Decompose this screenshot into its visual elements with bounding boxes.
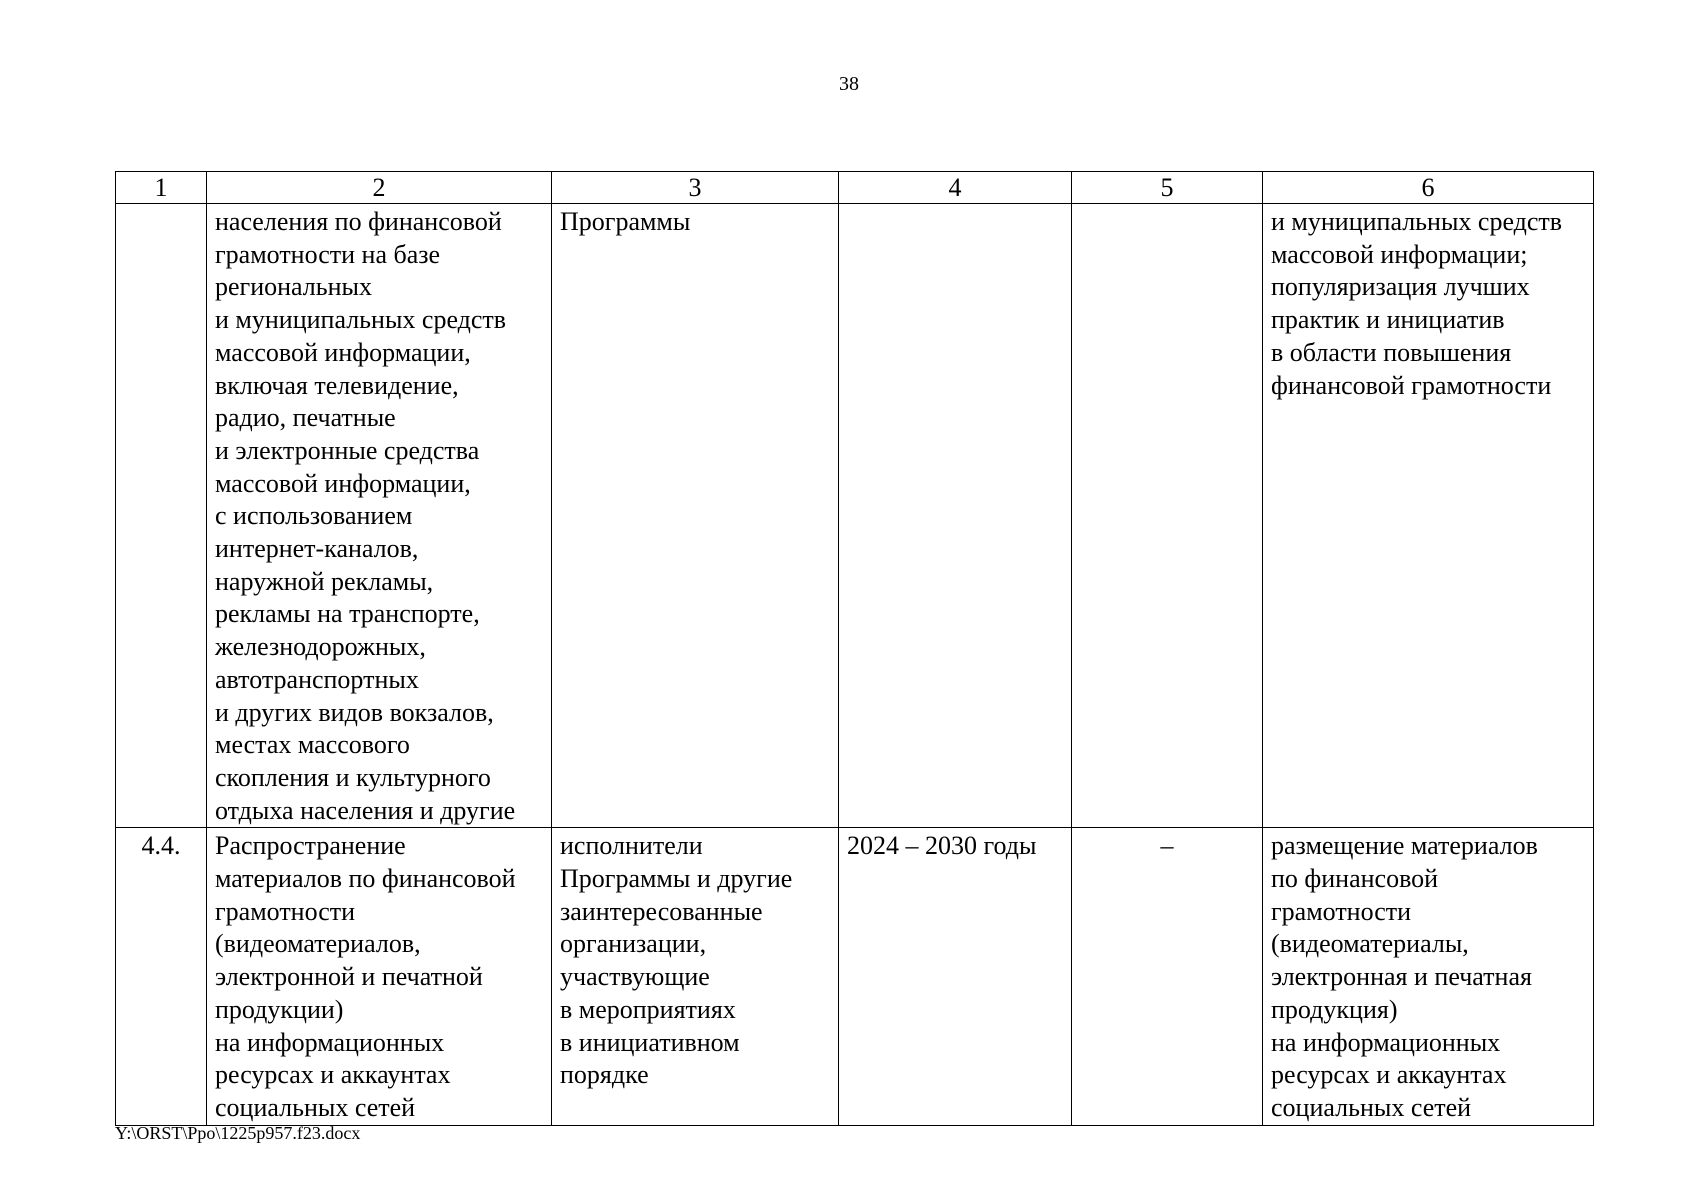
period-cell [839,828,1072,1125]
row-number-cell [116,828,207,1125]
result-cell [1263,204,1594,828]
funding-cell [1072,828,1263,1125]
row-number: 4.4. [141,831,181,861]
column-header-1: 1 [116,172,207,204]
funding-cell [1072,204,1263,828]
result-cell [1263,828,1594,1125]
result-text: размещение материалов по финансовой грамотности (видеоматериалы, электронная и печатная продукция) на информационных ресурсах и аккаунтах социальных сетей [1271,831,1538,1122]
page-number: 38 [839,73,859,95]
column-header-2: 2 [207,172,552,204]
result-text: и муниципальных средств массовой информации; популяризация лучших практик и инициатив в области повышения финансовой грамотности [1271,207,1563,400]
column-header-6: 6 [1263,172,1594,204]
action-text: Распространение материалов по финансовой грамотности (видеоматериалов, электронной и печатной продукции) на информационных ресурсах и аккаунтах социальных сетей [215,831,516,1122]
action-text: населения по финансовой грамотности на базе региональных и муниципальных средств массовой информации, включая телевидение, радио, печатные и электронные средства массовой информации, с использованием интернет-каналов, наружной рекламы, рекламы на транспорте, железнодорожных, автотранспортных и других видов вокзалов, местах массового скопления и культурного отдыха населения и другие [215,207,516,825]
action-cell [207,204,552,828]
period-text: 2024 – 2030 годы [847,831,1037,861]
column-header-5: 5 [1072,172,1263,204]
row-number-cell [116,204,207,828]
measures-table [115,171,1594,1126]
action-cell [207,828,552,1125]
funding-text: – [1160,831,1174,861]
column-header-3: 3 [552,172,839,204]
table-row [116,828,1594,1125]
file-path-footer: Y:\ORST\Ppo\1225p957.f23.docx [115,1123,361,1143]
period-text [839,204,1071,206]
executors-cell [552,828,839,1125]
table-header-row [116,172,1594,204]
column-header-4: 4 [839,172,1072,204]
table-row [116,204,1594,828]
period-cell [839,204,1072,828]
funding-text [1072,204,1262,206]
executors-cell [552,204,839,828]
row-number [116,204,206,206]
executors-text: Программы [560,207,691,236]
executors-text: исполнители Программы и другие заинтересованные организации, участвующие в мероприятиях в инициативном порядке [560,831,793,1090]
